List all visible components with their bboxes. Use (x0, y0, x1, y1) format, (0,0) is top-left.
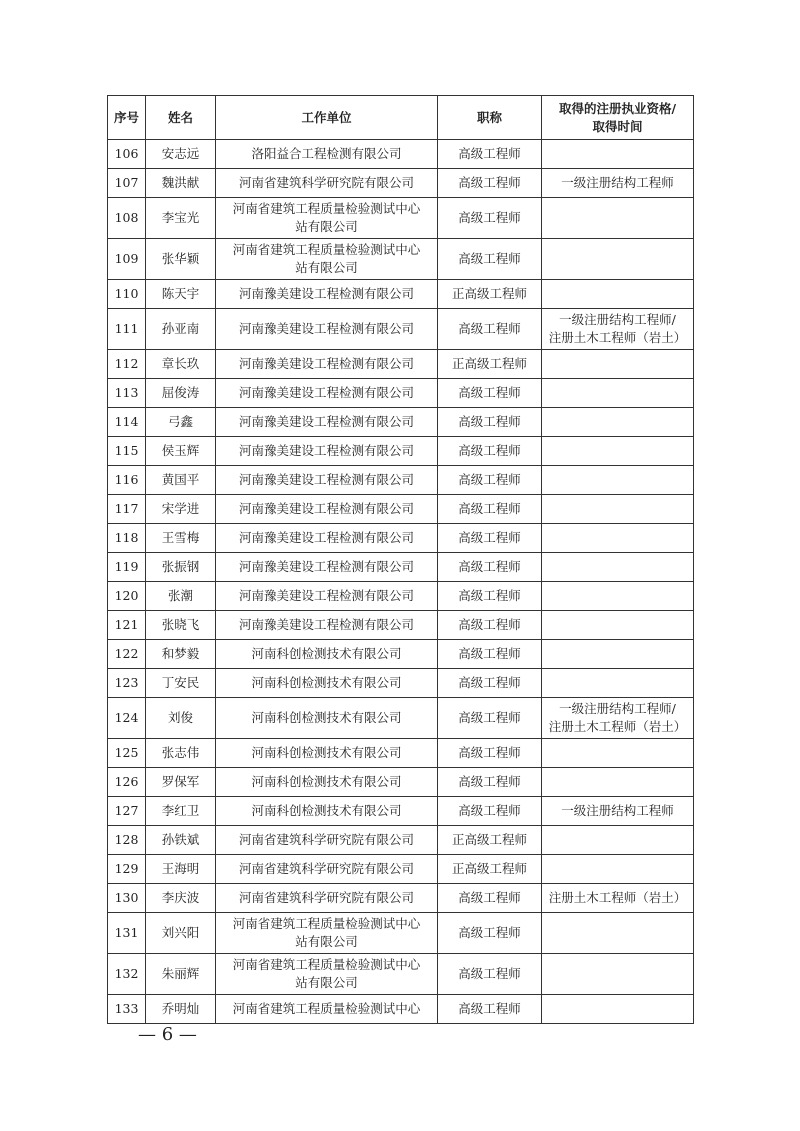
qualification: 一级注册结构工程师 (542, 169, 694, 198)
person-name: 屈俊涛 (146, 379, 216, 408)
work-unit: 河南省建筑科学研究院有限公司 (216, 855, 438, 884)
row-number: 107 (108, 169, 146, 198)
work-unit: 河南省建筑科学研究院有限公司 (216, 169, 438, 198)
row-number: 116 (108, 466, 146, 495)
row-number: 124 (108, 698, 146, 739)
person-name: 弓鑫 (146, 408, 216, 437)
qualification (542, 611, 694, 640)
qualification (542, 379, 694, 408)
table-row (108, 669, 694, 698)
person-name: 李庆波 (146, 884, 216, 913)
person-name: 侯玉辉 (146, 437, 216, 466)
person-name: 罗保军 (146, 768, 216, 797)
table-row (108, 582, 694, 611)
work-unit: 河南省建筑工程质量检验测试中心 站有限公司 (216, 913, 438, 954)
table-row (108, 408, 694, 437)
work-unit: 河南省建筑工程质量检验测试中心 站有限公司 (216, 954, 438, 995)
job-title: 高级工程师 (438, 408, 542, 437)
job-title: 高级工程师 (438, 582, 542, 611)
row-number: 133 (108, 995, 146, 1024)
qualification (542, 350, 694, 379)
qualification (542, 524, 694, 553)
qualification: 一级注册结构工程师/ 注册土木工程师（岩土） (542, 309, 694, 350)
table-row (108, 198, 694, 239)
table-row (108, 553, 694, 582)
row-number: 110 (108, 280, 146, 309)
job-title: 高级工程师 (438, 524, 542, 553)
job-title: 高级工程师 (438, 140, 542, 169)
person-name: 王海明 (146, 855, 216, 884)
table-row (108, 280, 694, 309)
qualification (542, 437, 694, 466)
work-unit: 河南豫美建设工程检测有限公司 (216, 280, 438, 309)
row-number: 123 (108, 669, 146, 698)
table-row (108, 995, 694, 1024)
work-unit: 河南省建筑科学研究院有限公司 (216, 826, 438, 855)
qualification: 注册土木工程师（岩土） (542, 884, 694, 913)
table-row (108, 698, 694, 739)
person-name: 刘兴阳 (146, 913, 216, 954)
job-title: 正高级工程师 (438, 350, 542, 379)
row-number: 118 (108, 524, 146, 553)
work-unit: 河南豫美建设工程检测有限公司 (216, 553, 438, 582)
table-row (108, 640, 694, 669)
row-number: 121 (108, 611, 146, 640)
person-name: 孙铁斌 (146, 826, 216, 855)
person-name: 张晓飞 (146, 611, 216, 640)
person-name: 李红卫 (146, 797, 216, 826)
job-title: 高级工程师 (438, 169, 542, 198)
row-number: 131 (108, 913, 146, 954)
person-name: 张志伟 (146, 739, 216, 768)
qualification (542, 954, 694, 995)
qualification (542, 582, 694, 611)
table-row (108, 524, 694, 553)
row-number: 125 (108, 739, 146, 768)
job-title: 正高级工程师 (438, 280, 542, 309)
work-unit: 河南省建筑工程质量检验测试中心 站有限公司 (216, 239, 438, 280)
qualification (542, 408, 694, 437)
work-unit: 河南豫美建设工程检测有限公司 (216, 350, 438, 379)
job-title: 高级工程师 (438, 198, 542, 239)
row-number: 113 (108, 379, 146, 408)
work-unit: 河南科创检测技术有限公司 (216, 669, 438, 698)
row-number: 119 (108, 553, 146, 582)
person-name: 张振钢 (146, 553, 216, 582)
table-row (108, 379, 694, 408)
header-name: 姓名 (146, 96, 216, 140)
table-row (108, 495, 694, 524)
job-title: 高级工程师 (438, 239, 542, 280)
row-number: 128 (108, 826, 146, 855)
job-title: 高级工程师 (438, 739, 542, 768)
person-name: 李宝光 (146, 198, 216, 239)
table-row (108, 169, 694, 198)
row-number: 130 (108, 884, 146, 913)
work-unit: 河南豫美建设工程检测有限公司 (216, 611, 438, 640)
work-unit: 河南豫美建设工程检测有限公司 (216, 379, 438, 408)
row-number: 127 (108, 797, 146, 826)
work-unit: 河南省建筑科学研究院有限公司 (216, 884, 438, 913)
qualification (542, 669, 694, 698)
person-name: 安志远 (146, 140, 216, 169)
person-name: 张华颖 (146, 239, 216, 280)
row-number: 106 (108, 140, 146, 169)
job-title: 高级工程师 (438, 669, 542, 698)
page-number: — 6 — (138, 1024, 197, 1045)
person-name: 乔明灿 (146, 995, 216, 1024)
qualification (542, 913, 694, 954)
table-header-row (108, 96, 694, 140)
qualification: 一级注册结构工程师/ 注册土木工程师（岩土） (542, 698, 694, 739)
job-title: 高级工程师 (438, 640, 542, 669)
row-number: 117 (108, 495, 146, 524)
table-row (108, 913, 694, 954)
job-title: 高级工程师 (438, 995, 542, 1024)
table-row (108, 437, 694, 466)
row-number: 129 (108, 855, 146, 884)
job-title: 高级工程师 (438, 466, 542, 495)
job-title: 高级工程师 (438, 913, 542, 954)
work-unit: 河南豫美建设工程检测有限公司 (216, 437, 438, 466)
person-name: 黄国平 (146, 466, 216, 495)
qualification (542, 466, 694, 495)
table-row (108, 884, 694, 913)
row-number: 122 (108, 640, 146, 669)
work-unit: 河南豫美建设工程检测有限公司 (216, 524, 438, 553)
person-name: 章长玖 (146, 350, 216, 379)
table-row (108, 797, 694, 826)
table-row (108, 309, 694, 350)
header-qualification: 取得的注册执业资格/ 取得时间 (542, 96, 694, 140)
person-name: 朱丽辉 (146, 954, 216, 995)
person-name: 魏洪献 (146, 169, 216, 198)
work-unit: 河南科创检测技术有限公司 (216, 768, 438, 797)
work-unit: 河南省建筑工程质量检验测试中心 (216, 995, 438, 1024)
table-row (108, 466, 694, 495)
person-name: 张潮 (146, 582, 216, 611)
row-number: 112 (108, 350, 146, 379)
personnel-table (107, 95, 694, 1024)
row-number: 126 (108, 768, 146, 797)
person-name: 和梦毅 (146, 640, 216, 669)
person-name: 丁安民 (146, 669, 216, 698)
qualification (542, 739, 694, 768)
qualification (542, 280, 694, 309)
work-unit: 河南豫美建设工程检测有限公司 (216, 466, 438, 495)
work-unit: 河南豫美建设工程检测有限公司 (216, 408, 438, 437)
table-row (108, 954, 694, 995)
row-number: 108 (108, 198, 146, 239)
qualification (542, 553, 694, 582)
job-title: 正高级工程师 (438, 826, 542, 855)
job-title: 高级工程师 (438, 379, 542, 408)
work-unit: 河南科创检测技术有限公司 (216, 698, 438, 739)
qualification (542, 768, 694, 797)
row-number: 132 (108, 954, 146, 995)
header-title: 职称 (438, 96, 542, 140)
job-title: 高级工程师 (438, 954, 542, 995)
person-name: 陈天宇 (146, 280, 216, 309)
person-name: 宋学进 (146, 495, 216, 524)
work-unit: 河南科创检测技术有限公司 (216, 797, 438, 826)
qualification (542, 140, 694, 169)
row-number: 111 (108, 309, 146, 350)
work-unit: 洛阳益合工程检测有限公司 (216, 140, 438, 169)
table-row (108, 350, 694, 379)
job-title: 高级工程师 (438, 768, 542, 797)
job-title: 高级工程师 (438, 495, 542, 524)
row-number: 114 (108, 408, 146, 437)
table-row (108, 611, 694, 640)
qualification (542, 640, 694, 669)
row-number: 109 (108, 239, 146, 280)
table-row (108, 826, 694, 855)
qualification (542, 198, 694, 239)
row-number: 120 (108, 582, 146, 611)
job-title: 高级工程师 (438, 437, 542, 466)
qualification (542, 995, 694, 1024)
qualification: 一级注册结构工程师 (542, 797, 694, 826)
job-title: 高级工程师 (438, 797, 542, 826)
person-name: 孙亚南 (146, 309, 216, 350)
table-row (108, 140, 694, 169)
person-name: 王雪梅 (146, 524, 216, 553)
qualification (542, 826, 694, 855)
row-number: 115 (108, 437, 146, 466)
work-unit: 河南省建筑工程质量检验测试中心 站有限公司 (216, 198, 438, 239)
job-title: 高级工程师 (438, 553, 542, 582)
header-no: 序号 (108, 96, 146, 140)
job-title: 高级工程师 (438, 309, 542, 350)
header-unit: 工作单位 (216, 96, 438, 140)
table-row (108, 239, 694, 280)
work-unit: 河南豫美建设工程检测有限公司 (216, 309, 438, 350)
work-unit: 河南科创检测技术有限公司 (216, 640, 438, 669)
work-unit: 河南科创检测技术有限公司 (216, 739, 438, 768)
qualification (542, 239, 694, 280)
table-row (108, 855, 694, 884)
qualification (542, 495, 694, 524)
table-row (108, 768, 694, 797)
person-name: 刘俊 (146, 698, 216, 739)
work-unit: 河南豫美建设工程检测有限公司 (216, 495, 438, 524)
table-row (108, 739, 694, 768)
job-title: 高级工程师 (438, 698, 542, 739)
job-title: 高级工程师 (438, 611, 542, 640)
work-unit: 河南豫美建设工程检测有限公司 (216, 582, 438, 611)
job-title: 高级工程师 (438, 884, 542, 913)
job-title: 正高级工程师 (438, 855, 542, 884)
qualification (542, 855, 694, 884)
